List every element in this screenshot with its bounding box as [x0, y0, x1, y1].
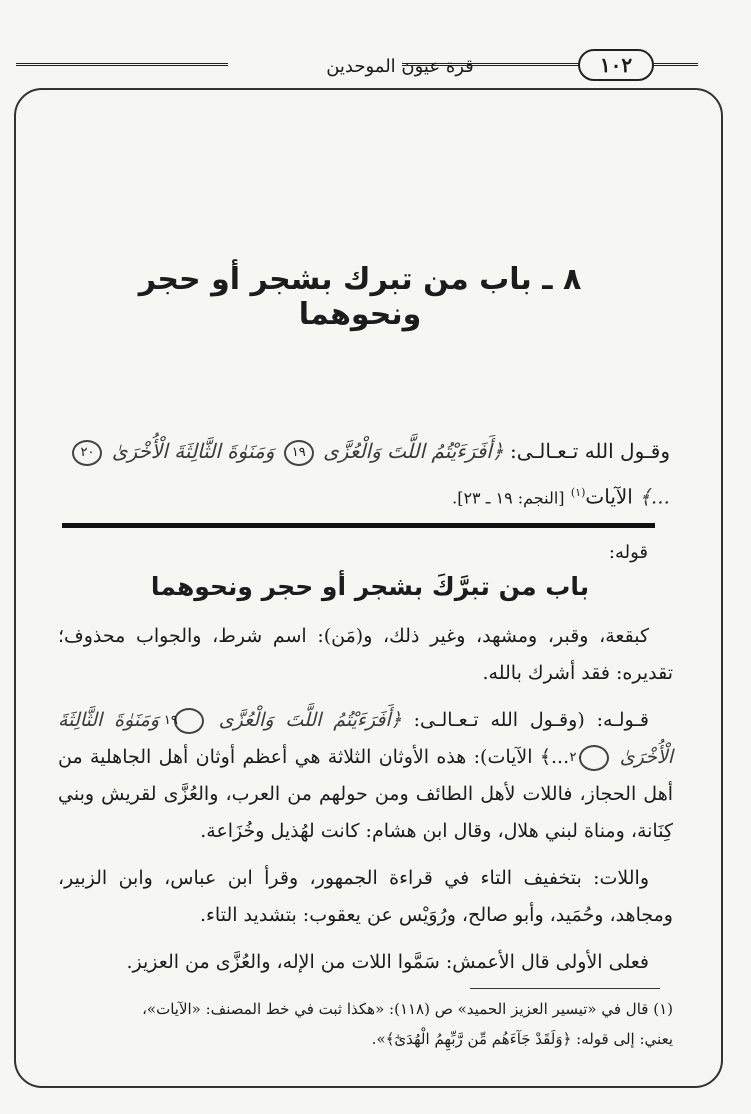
footnote-ref: (١): [570, 486, 586, 499]
quran-text-1: ﴿أَفَرَءَيْتُمُ اللَّتَ وَالْعُزَّى: [323, 439, 504, 463]
paragraph: فعلى الأولى قال الأعمش: سَمَّوا اللات من الإله، والعُزَّى من العزيز.: [126, 951, 649, 973]
aya-number-marker: ٢٠: [72, 440, 102, 466]
quran-text-2: وَمَنَوٰةَ الثَّالِثَةَ الْأُخْرَىٰ: [111, 439, 275, 463]
paragraph: كبقعة، وقبر، ومشهد، وغير ذلك، و(مَن): اسم شرط، والجواب محذوف؛ تقديره: فقد أشرك بالله.: [58, 625, 673, 684]
footnote-line: (١) قال في «تيسير العزيز الحميد» ص (١١٨): «هكذا ثبت في خط المصنف: «الآيات»،: [142, 1000, 673, 1018]
quran-text-end: ...﴾: [639, 484, 670, 509]
paragraph-rest: ...﴾ الآيات): هذه الأوثان الثلاثة هي أعظم أوثان أهل الجاهلية من أهل الحجاز، فاللات لأهل الطائف ومن حولهم من العرب، والعُزَّى لقريش وبني كِنَانة، ومناة لبني هلال، وقال ابن هشام: كانت لهُذيل وخُزَاعة.: [58, 746, 673, 842]
aya-number-marker: ٢٠: [579, 745, 609, 771]
commentary-body: [58, 618, 673, 991]
footnote-line: يعني: إلى قوله: ﴿وَلَقَدْ جَآءَهُم مِّن رَّبِّهِمُ الْهُدَىٰٓ﴾».: [371, 1030, 673, 1048]
header-rule-left: [16, 63, 228, 66]
page-number-badge: ١٠٢: [578, 49, 654, 81]
section-divider: [62, 523, 655, 528]
chapter-title: ٨ ـ باب من تبرك بشجر أو حجر ونحوهما: [138, 262, 582, 332]
qawluh-label: قوله:: [608, 542, 648, 563]
ayat-word: الآيات: [585, 484, 633, 509]
verse-intro: وقـول الله تـعـالـى:: [509, 439, 670, 463]
aya-number-marker: ١٩: [174, 708, 204, 734]
paragraph: واللات: بتخفيف التاء في قراءة الجمهور، وقرأ ابن عباس، وابن الزبير، ومجاهد، وحُمَيد، وأبو صالح، ورُوَيْس عن يعقوب: بتشديد التاء.: [58, 867, 673, 926]
commentary-subheading: باب من تبرَّكَ بشجر أو حجر ونحوهما: [150, 572, 590, 601]
quran-text-2: وَمَنَوٰةَ الثَّالِثَةَ الْأُخْرَىٰ: [58, 709, 673, 768]
footnote-rule: [470, 988, 660, 989]
paragraph-lead: قـولـه: (وقـول الله تـعـالـى:: [413, 709, 649, 731]
aya-number-marker: ١٩: [284, 440, 314, 466]
quran-text-1: ﴿أَفَرَءَيْتُمُ اللَّتَ وَالْعُزَّى: [218, 709, 402, 731]
running-head-title: قرة عيون الموحدين: [326, 56, 474, 77]
verse-block: [60, 430, 670, 520]
footnote: [58, 994, 673, 1054]
paragraph: [58, 702, 673, 850]
verse-citation: [النجم: ١٩ ـ ٢٣].: [452, 488, 565, 508]
